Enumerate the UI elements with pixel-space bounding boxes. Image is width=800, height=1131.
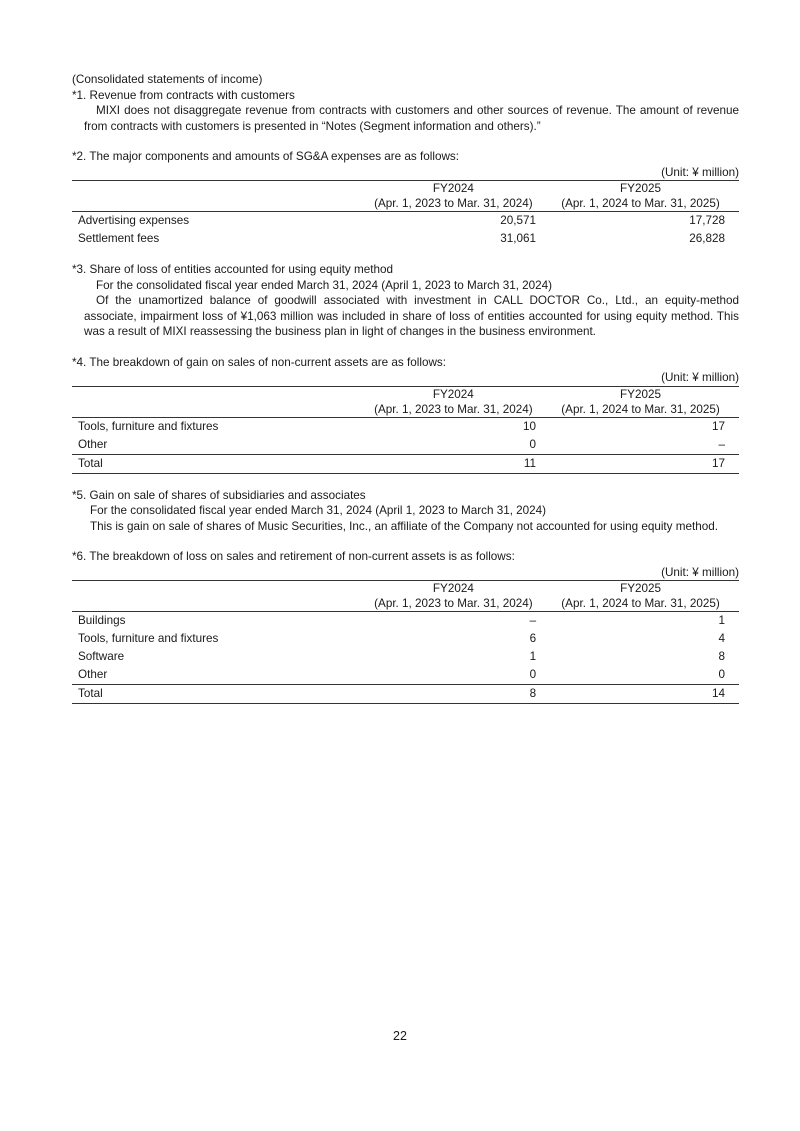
col-fy2025-period: (Apr. 1, 2024 to Mar. 31, 2025) (561, 597, 720, 610)
table-row (72, 212, 739, 231)
note2-unit: (Unit: ¥ million) (661, 165, 739, 179)
table-row (72, 648, 739, 666)
total-value-fy2024: 8 (365, 685, 542, 704)
row-label: Tools, furniture and fixtures (78, 419, 219, 433)
gain-sales-table (72, 386, 739, 474)
row-value-fy2025: 4 (718, 632, 725, 646)
note3-body: Of the unamortized balance of goodwill associated with investment in CALL DOCTOR Co., Ltd., an equity-method associate, impairment loss of ¥1,063 million was included in share of loss of entities accounted for using equity method. This was a result of MIXI reassessing the business plan in light of changes in the business environment. (84, 294, 739, 338)
document-page (72, 72, 739, 704)
note6-heading: *6. The breakdown of loss on sales and retirement of non-current assets is as follows: (72, 550, 515, 563)
col-fy2024-period: (Apr. 1, 2023 to Mar. 31, 2024) (374, 402, 533, 416)
col-fy2025-period: (Apr. 1, 2024 to Mar. 31, 2025) (561, 197, 720, 210)
note3-period: For the consolidated fiscal year ended March 31, 2024 (April 1, 2023 to March 31, 2024) (96, 278, 553, 292)
col-fy2025-year: FY2025 (620, 582, 662, 595)
note6-unit: (Unit: ¥ million) (661, 565, 739, 579)
note4-unit: (Unit: ¥ million) (661, 371, 739, 384)
col-fy2024-period: (Apr. 1, 2023 to Mar. 31, 2024) (374, 597, 533, 610)
note4-heading: *4. The breakdown of gain on sales of non-current assets are as follows: (72, 355, 446, 369)
total-label: Total (72, 685, 365, 704)
col-fy2024-year: FY2024 (432, 387, 474, 401)
note5-heading: *5. Gain on sale of shares of subsidiaries and associates (72, 488, 366, 502)
note5-body: This is gain on sale of shares of Music Securities, Inc., an affiliate of the Company not accounted for using equity method. (90, 519, 719, 533)
row-value-fy2024: 0 (529, 437, 537, 451)
row-label: Other (78, 437, 108, 451)
row-value-fy2025: 17 (711, 419, 725, 433)
total-value-fy2024: 11 (365, 454, 542, 473)
col-fy2025-period: (Apr. 1, 2024 to Mar. 31, 2025) (561, 402, 720, 416)
col-fy2025-year: FY2025 (620, 182, 661, 195)
row-value-fy2024: 31,061 (500, 232, 537, 246)
col-fy2024-year: FY2024 (432, 582, 474, 595)
section-title: (Consolidated statements of income) (72, 73, 263, 86)
row-value-fy2025: – (718, 437, 725, 451)
row-value-fy2025: 26,828 (689, 232, 725, 246)
table-row (72, 666, 739, 685)
row-value-fy2024: 6 (529, 632, 537, 646)
col-fy2024-year: FY2024 (432, 182, 474, 195)
row-value-fy2025: 8 (718, 650, 725, 664)
row-value-fy2024: 20,571 (500, 214, 537, 228)
loss-sales-retirement-table (72, 580, 739, 704)
table-row (72, 612, 739, 631)
table-row (72, 417, 739, 436)
row-value-fy2024: 0 (529, 668, 537, 682)
total-value-fy2025: 17 (542, 454, 739, 473)
note5-period: For the consolidated fiscal year ended March 31, 2024 (April 1, 2023 to March 31, 2024) (90, 504, 547, 517)
row-value-fy2024: 1 (529, 650, 537, 664)
row-label: Software (78, 650, 125, 664)
row-value-fy2025: 17,728 (689, 214, 725, 228)
row-label: Tools, furniture and fixtures (78, 632, 219, 646)
table-header (72, 581, 739, 612)
row-value-fy2025: 1 (718, 614, 725, 628)
row-value-fy2024: – (529, 614, 537, 628)
row-label: Settlement fees (78, 232, 160, 246)
note1-heading: *1. Revenue from contracts with customers (72, 88, 295, 102)
note3-heading: *3. Share of loss of entities accounted for using equity method (72, 263, 393, 276)
table-row (72, 436, 739, 455)
table-header (72, 181, 739, 212)
total-value-fy2025: 14 (542, 685, 739, 704)
page-number: 22 (393, 1029, 407, 1043)
sga-table (72, 180, 739, 248)
col-fy2025-year: FY2025 (620, 387, 661, 401)
col-fy2024-period: (Apr. 1, 2023 to Mar. 31, 2024) (374, 197, 533, 210)
note2-heading: *2. The major components and amounts of SG&A expenses are as follows: (72, 150, 459, 163)
row-value-fy2025: 0 (718, 668, 725, 682)
table-row (72, 630, 739, 648)
row-label: Other (78, 668, 108, 682)
total-label: Total (72, 454, 365, 473)
total-row (72, 454, 739, 473)
row-label: Buildings (78, 614, 126, 628)
table-header (72, 386, 739, 417)
row-label: Advertising expenses (78, 214, 190, 228)
table-row (72, 230, 739, 248)
total-row (72, 685, 739, 704)
row-value-fy2024: 10 (523, 419, 537, 433)
note1-body: MIXI does not disaggregate revenue from contracts with customers and other sources of revenue. The amount of revenue from contracts with customers is presented in “Notes (Segment information and others).” (84, 104, 739, 133)
